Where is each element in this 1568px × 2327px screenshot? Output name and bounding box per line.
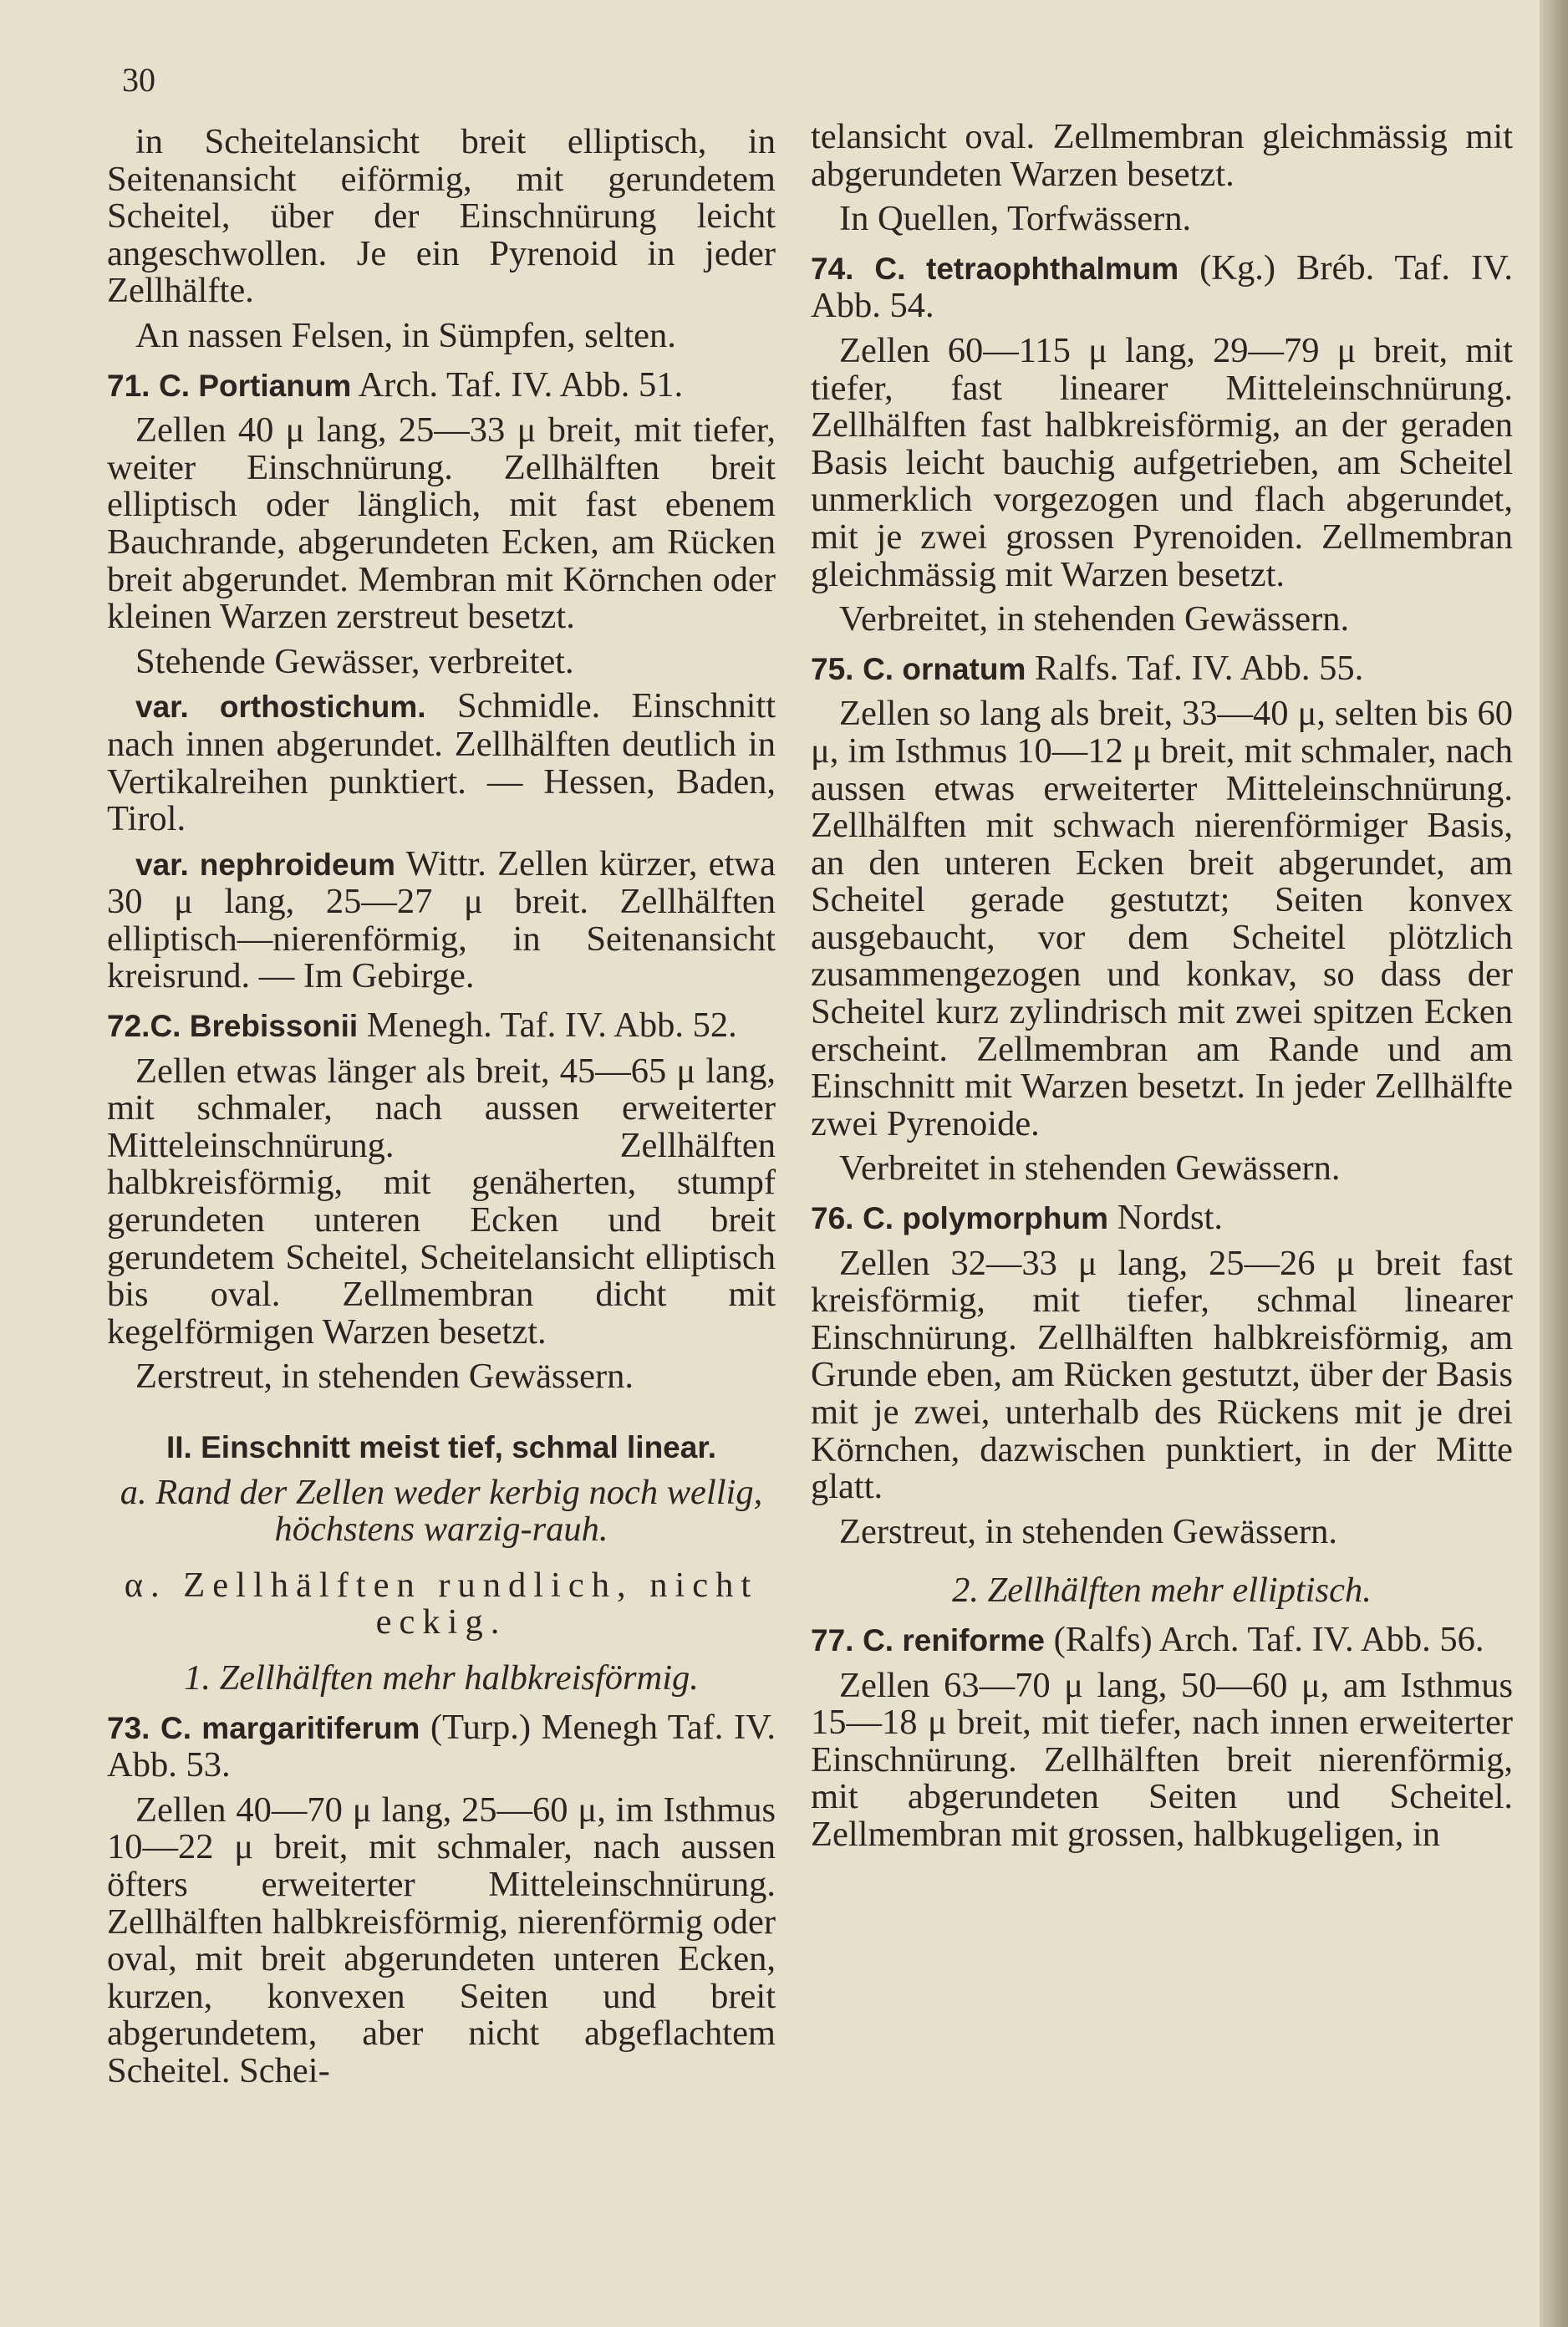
species-heading-71 [107, 364, 776, 405]
species-name: C. Brebissonii [150, 1009, 359, 1044]
species-name: C. ornatum [863, 651, 1026, 686]
right-column [811, 119, 1513, 1854]
species-reference: Menegh. Taf. IV. Abb. 52. [358, 1006, 737, 1046]
habitat: Verbreitet, in stehenden Gewässern. [839, 599, 1350, 639]
species-name: C. reniforme [863, 1622, 1045, 1657]
page-edge-shadow [1540, 0, 1568, 2327]
species-reference: (Ralfs) Arch. Taf. IV. Abb. 56. [1045, 1619, 1484, 1659]
species-number: 77. [811, 1622, 854, 1657]
species-number: 71. [107, 368, 150, 403]
species-reference: Ralfs. Taf. IV. Abb. 55. [1026, 648, 1364, 688]
species-reference: Arch. Taf. IV. Abb. 51. [351, 364, 684, 405]
habitat: In Quellen, Torfwässern. [839, 199, 1192, 239]
species-description: Zellen 40—70 μ lang, 25—60 μ, im Isthmus 10—22 μ breit, mit schmaler, nach aussen öfters erweiterter Mitteleinschnürung. Zellhälften halbkreisförmig, nierenförmig oder oval, mit breit abgerundeten unteren Ecken, kurzen, konvexen Seiten und breit abgerundetem, aber nicht abgeflachtem Scheitel. Schei- [107, 1790, 776, 2090]
species-number: 72. [107, 1009, 150, 1044]
habitat: Stehende Gewässer, verbreitet. [135, 641, 574, 681]
species-name: C. margaritiferum [160, 1710, 420, 1745]
species-description: Zellen 32—33 μ lang, 25—26 μ breit fast kreisförmig, mit tiefer, schmal linearer Einschnürung. Zellhälften halbkreisförmig, am Grunde eben, am Rücken gestutzt, über der Basis mit je zwei, unterhalb des Rückens mit je drei Körnchen, dazwischen punktiert, in der Mitte glatt. [811, 1243, 1513, 1507]
page-number: 30 [122, 61, 155, 99]
species-reference: (Turp.) Menegh Taf. IV. Abb. 53. [107, 1707, 776, 1785]
species-number: 73. [107, 1710, 150, 1745]
species-description: Zellen etwas länger als breit, 45—65 μ lang, mit schmaler, nach aussen erweiterter Mitteleinschnürung. Zellhälften halbkreisförmig, mit genäherten, stumpf gerundeten unteren Ecken und breit gerundetem Scheitel, Scheitelansicht elliptisch bis oval. Zellmembran dicht mit kegelförmigen Warzen besetzt. [107, 1051, 776, 1352]
species-description: Zellen so lang als breit, 33—40 μ, selten bis 60 μ, im Isthmus 10—12 μ breit, mit schmaler, nach aussen etwas erweiterter Mitteleinschnürung. Zellhälften mit schwach nierenförmiger Basis, an den unteren Ecken breit abgerundet, am Scheitel gerade gestutzt; Seiten konvex ausgebaucht, vor dem Scheitel plötzlich zusammengezogen und konkav, so dass der Scheitel kurz zylindrisch mit zwei spitzen Ecken erscheint. Zellmembran am Rande und am Einschnitt mit Warzen besetzt. In jeder Zellhälfte zwei Pyrenoide. [811, 694, 1513, 1143]
habitat: An nassen Felsen, in Sümpfen, selten. [135, 315, 676, 355]
species-number: 74. [811, 251, 854, 286]
species-number: 75. [811, 651, 854, 686]
species-description: Zellen 60—115 μ lang, 29—79 μ breit, mit tiefer, fast linearer Mitteleinschnürung. Zellhälften fast halbkreisförmig, an der geraden Basis leicht bauchig aufgetrieben, am Scheitel unmerklich vorgezogen und flach abgerundet, mit je zwei grossen Pyrenoiden. Zellmembran gleichmässig mit Warzen besetzt. [811, 330, 1513, 594]
species-name: C. polymorphum [863, 1201, 1109, 1236]
variety-name: var. nephroideum [135, 847, 396, 882]
variety-text: Wittr. Zellen kürzer, etwa 30 μ lang, 25—27 μ breit. Zellhälften elliptisch—nierenförmig, in Seitenansicht kreisrund. — Im Gebirge. [107, 843, 776, 996]
habitat: Verbreitet in stehenden Gewässern. [839, 1148, 1341, 1189]
species-name: C. Portianum [159, 368, 352, 403]
species-number: 76. [811, 1201, 854, 1236]
species-description: Zellen 63—70 μ lang, 50—60 μ, am Isthmus 15—18 μ breit, mit tiefer, nach innen erweiterter Einschnürung. Zellhälften breit nierenförmig, mit abgerundeten Seiten und Scheitel. Zellmembran mit grossen, halbkugeligen, in [811, 1665, 1513, 1854]
species-description: Zellen 40 μ lang, 25—33 μ breit, mit tiefer, weiter Einschnürung. Zellhälften breit elliptisch oder länglich, mit fast ebenem Bauchrande, abgerundeten Ecken, am Rücken breit abgerundet. Membran mit Körnchen oder kleinen Warzen zerstreut besetzt. [107, 410, 776, 637]
variety-text: Schmidle. Einschnitt nach innen abgerundet. Zellhälften deutlich in Vertikalreihen punktiert. — Hessen, Baden, Tirol. [107, 686, 776, 839]
variety [107, 843, 776, 996]
subsection-heading: α. Zellhälften rundlich, nicht eckig. [124, 1565, 759, 1642]
species-reference: Nordst. [1108, 1198, 1223, 1238]
habitat: Zerstreut, in stehenden Gewässern. [839, 1511, 1337, 1551]
species-heading-73 [107, 1709, 776, 1785]
species-heading-74 [811, 247, 1513, 326]
subsection-heading: 2. Zellhälften mehr elliptisch. [952, 1571, 1372, 1611]
section-heading: II. Einschnitt meist tief, schmal linear. [166, 1430, 716, 1464]
species-heading-77 [811, 1619, 1513, 1660]
paragraph: in Scheitelansicht breit elliptisch, in Seitenansicht eiförmig, mit gerundetem Scheitel, über der Einschnürung leicht angeschwollen. Je ein Pyrenoid in jeder Zellhälfte. [107, 122, 776, 311]
species-heading-75 [811, 650, 1513, 689]
species-reference: (Kg.) Bréb. Taf. IV. Abb. 54. [811, 247, 1513, 326]
subsection-heading: a. Rand der Zellen weder kerbig noch wellig, höchstens warzig-rauh. [120, 1472, 763, 1550]
subsection-heading: 1. Zellhälften mehr halbkreisförmig. [184, 1657, 699, 1698]
species-name: C. tetraophthalmum [874, 251, 1179, 286]
variety-name: var. orthostichum. [135, 690, 426, 725]
paragraph: telansicht oval. Zellmembran gleichmässig mit abgerundeten Warzen besetzt. [811, 117, 1513, 194]
variety [107, 688, 776, 838]
left-column [107, 124, 776, 2090]
species-heading-72 [107, 1007, 776, 1046]
species-heading-76 [811, 1199, 1513, 1238]
habitat: Zerstreut, in stehenden Gewässern. [135, 1357, 634, 1397]
